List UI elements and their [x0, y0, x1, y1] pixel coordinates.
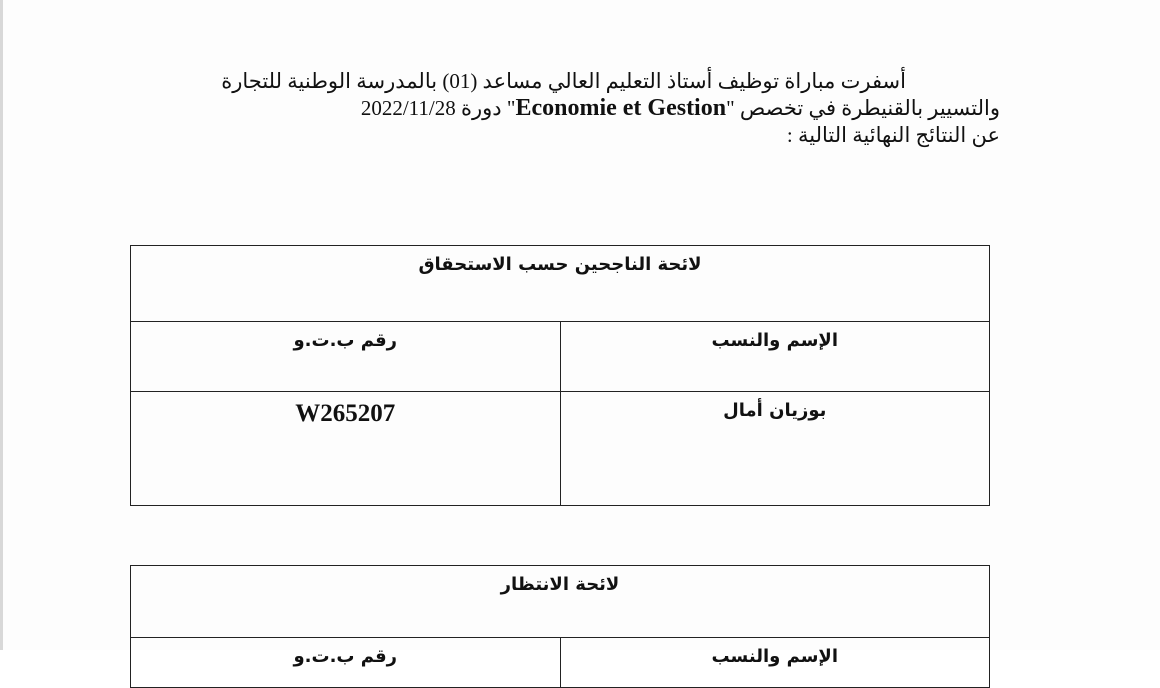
- column-header-name: الإسم والنسب: [560, 322, 990, 392]
- announcement-paragraph: [128, 68, 1000, 149]
- waiting-list-title: لائحة الانتظار: [131, 566, 990, 638]
- announcement-line-2: [128, 95, 1000, 122]
- success-list-header-row: [131, 322, 990, 392]
- table-row: [131, 392, 990, 506]
- success-list-title-row: [131, 246, 990, 322]
- waiting-list-header-row: [131, 638, 990, 688]
- session-label: " دورة: [455, 96, 516, 120]
- scan-edge-shadow: [0, 0, 3, 650]
- waiting-column-header-id: رقم ب.ت.و: [131, 638, 561, 688]
- session-date: 2022/11/28: [360, 96, 456, 120]
- specialty-prefix: والتسيير بالقنيطرة في تخصص ": [726, 96, 1000, 120]
- waiting-list-title-row: [131, 566, 990, 638]
- candidate-id: W265207: [131, 392, 561, 506]
- waiting-list-table: [130, 565, 990, 688]
- announcement-line-3: عن النتائج النهائية التالية :: [786, 123, 1000, 147]
- success-list-title: لائحة الناجحين حسب الاستحقاق: [131, 246, 990, 322]
- specialty-name: Economie et Gestion: [515, 95, 727, 121]
- success-list-table: [130, 245, 990, 506]
- column-header-id: رقم ب.ت.و: [131, 322, 561, 392]
- candidate-name: بوزيان أمال: [560, 392, 990, 506]
- announcement-line-1: أسفرت مباراة توظيف أستاذ التعليم العالي مساعد (01) بالمدرسة الوطنية للتجارة: [221, 69, 906, 93]
- waiting-column-header-name: الإسم والنسب: [560, 638, 990, 688]
